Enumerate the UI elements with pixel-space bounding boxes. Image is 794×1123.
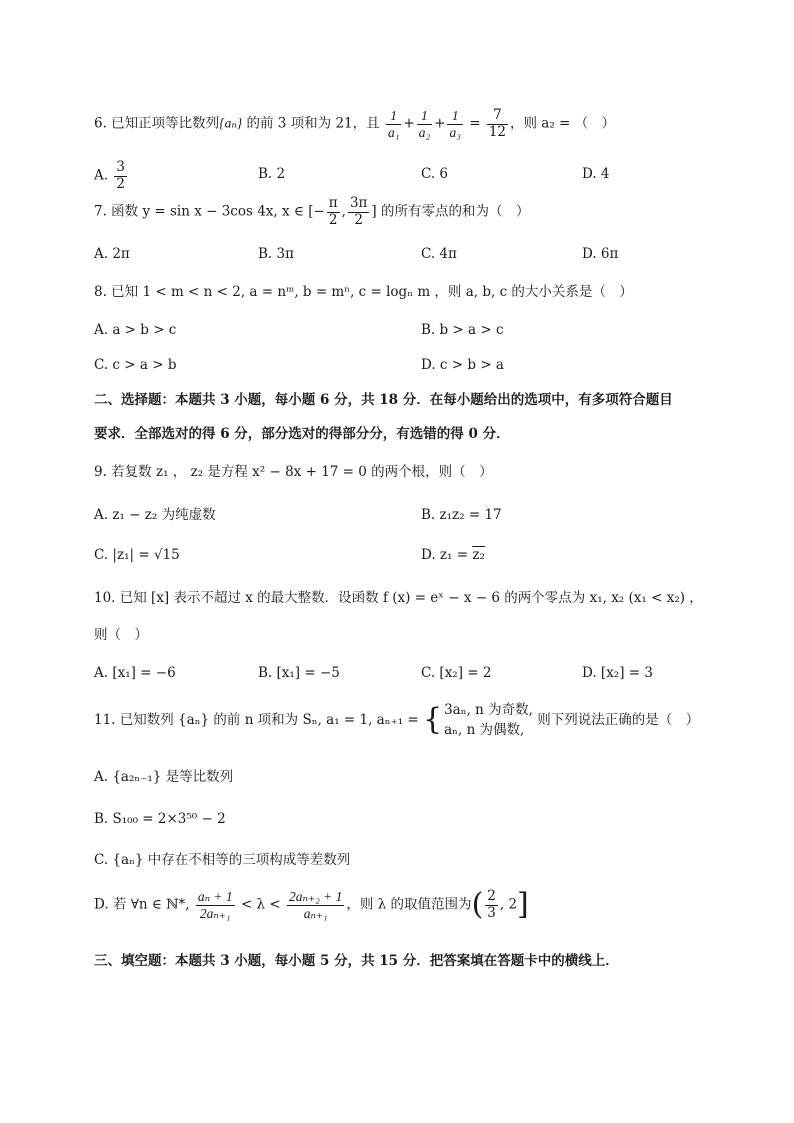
q6-option-c: C. 6	[421, 166, 449, 182]
comma: ,	[341, 203, 346, 220]
q7-option-b: B. 3π	[258, 246, 294, 262]
q10-stem-cont: 则（ ）	[94, 627, 148, 643]
q9-option-a: A. z₁ − z₂ 为纯虚数	[94, 507, 216, 523]
q8-option-d: D. c > b > a	[421, 357, 504, 373]
q11-option-d-fraction-2: $\frac{\text{2aₙ₊₂ + 1}}{\text{aₙ₊₁}}$	[289, 889, 343, 921]
plus-sign: +	[403, 115, 415, 132]
q11-case-even: aₙ, n 为偶数,	[444, 722, 525, 739]
q11-option-d-text-2: ，则 λ 的取值范围为	[346, 896, 472, 913]
section-3-heading: 三、填空题：本题共 3 小题，每小题 5 分，共 15 分．把答案填在答题卡中的横线上．	[94, 953, 619, 969]
q6-stem	[94, 108, 615, 140]
q6-option-d: D. 4	[582, 166, 610, 182]
q11-brace: {	[423, 702, 443, 738]
q7-option-c: C. 4π	[421, 246, 457, 262]
q6-stem-text-2: 的前 3 项和为 21，且	[242, 115, 384, 132]
q11-case-odd: 3aₙ, n 为奇数,	[444, 702, 533, 718]
q6-sequence: {aₙ}	[219, 115, 243, 131]
q9-stem: 9. 若复数 z₁ ， z₂ 是方程 x² − 8x + 17 = 0 的两个根，则（ ）	[94, 464, 493, 480]
q6-fraction-3: $\frac{1}{\text{a₃}}$	[449, 108, 461, 140]
q6-option-b: B. 2	[258, 166, 286, 182]
q7-stem-text: 7. 函数 y = sin x − 3cos 4x, x ∈ [−	[94, 203, 325, 220]
q9-option-c: C. |z₁| = √15	[94, 547, 180, 563]
q6-stem-text-3: ，则 a₂ = （ ）	[510, 115, 616, 132]
q9-option-d	[421, 547, 485, 563]
q7-stem-text-2: ] 的所有零点的和为（ ）	[371, 203, 530, 220]
q11-stem	[94, 700, 699, 741]
right-bracket: ]	[517, 887, 529, 923]
q10-option-b: B. [x₁] = −5	[258, 665, 340, 681]
q8-stem: 8. 已知 1 < m < n < 2, a = nᵐ, b = mⁿ, c = logₙ m ，则 a, b, c 的大小关系是（ ）	[94, 284, 633, 300]
q11-option-a: A. {a₂ₙ₋₁} 是等比数列	[94, 769, 234, 785]
plus-sign: +	[434, 115, 446, 132]
equals-sign: =	[464, 115, 485, 132]
q11-option-c: C. {aₙ} 中存在不相等的三项构成等差数列	[94, 852, 351, 868]
q11-option-d-text: D. 若 ∀n ∈ ℕ*,	[94, 896, 194, 913]
q7-stem	[94, 196, 529, 228]
q6-option-a	[94, 160, 129, 192]
section-2-heading: 二、选择题：本题共 3 小题，每小题 6 分，共 18 分．在每小题给出的选项中，有多项符合题目	[94, 392, 673, 408]
q9-option-d-text: D. z₁ =	[421, 547, 473, 563]
q7-option-a: A. 2π	[94, 246, 130, 262]
q10-option-a: A. [x₁] = −6	[94, 665, 176, 681]
q8-option-a: A. a > b > c	[94, 322, 177, 338]
q11-range-fraction: $\frac{2}{3}$	[487, 888, 496, 921]
q8-option-b: B. b > a > c	[421, 322, 504, 338]
q10-option-d: D. [x₂] = 3	[582, 665, 653, 681]
q9-option-b: B. z₁z₂ = 17	[421, 507, 502, 523]
q11-stem-text: 11. 已知数列 {aₙ} 的前 n 项和为 Sₙ, a₁ = 1, aₙ₊₁ =	[94, 711, 423, 728]
q6-fraction-2: $\frac{1}{\text{a₂}}$	[418, 108, 431, 140]
q6-fraction-1: $\frac{1}{\text{a₁}}$	[387, 108, 400, 140]
q6-fraction-4: $\frac{7}{12}$	[488, 107, 507, 140]
left-paren: (	[471, 887, 484, 923]
q10-stem: 10. 已知 [x] 表示不超过 x 的最大整数．设函数 f (x) = eˣ − x − 6 的两个零点为 x₁, x₂ (x₁ < x₂) ，	[94, 590, 703, 606]
q7-fraction-1: $\frac{\pi}{2}$	[328, 195, 338, 228]
q7-option-d: D. 6π	[582, 246, 619, 262]
section-2-heading-cont: 要求．全部选对的得 6 分，部分选对的得部分分，有选错的得 0 分．	[94, 426, 510, 442]
q11-option-b: B. S₁₀₀ = 2×3⁵⁰ − 2	[94, 811, 226, 827]
q6-option-a-fraction: $\frac{3}{2}$	[116, 159, 125, 192]
q11-option-d	[94, 889, 529, 921]
q10-option-c: C. [x₂] = 2	[421, 665, 492, 681]
q11-option-d-inequality: < λ <	[236, 896, 286, 913]
q11-piecewise	[444, 700, 533, 741]
q9-option-d-conjugate: z₂	[472, 547, 485, 563]
q7-fraction-2: $\frac{3\pi}{2}$	[349, 195, 368, 228]
q8-option-c: C. c > a > b	[94, 357, 177, 373]
q6-stem-text: 6. 已知正项等比数列	[94, 115, 220, 132]
q11-option-d-fraction-1: $\frac{\text{aₙ + 1}}{\text{2aₙ₊₁}}$	[197, 889, 233, 921]
option-label: A.	[94, 167, 109, 184]
q11-range-tail: , 2	[499, 896, 518, 913]
q11-stem-text-2: 则下列说法正确的是（ ）	[532, 711, 700, 728]
